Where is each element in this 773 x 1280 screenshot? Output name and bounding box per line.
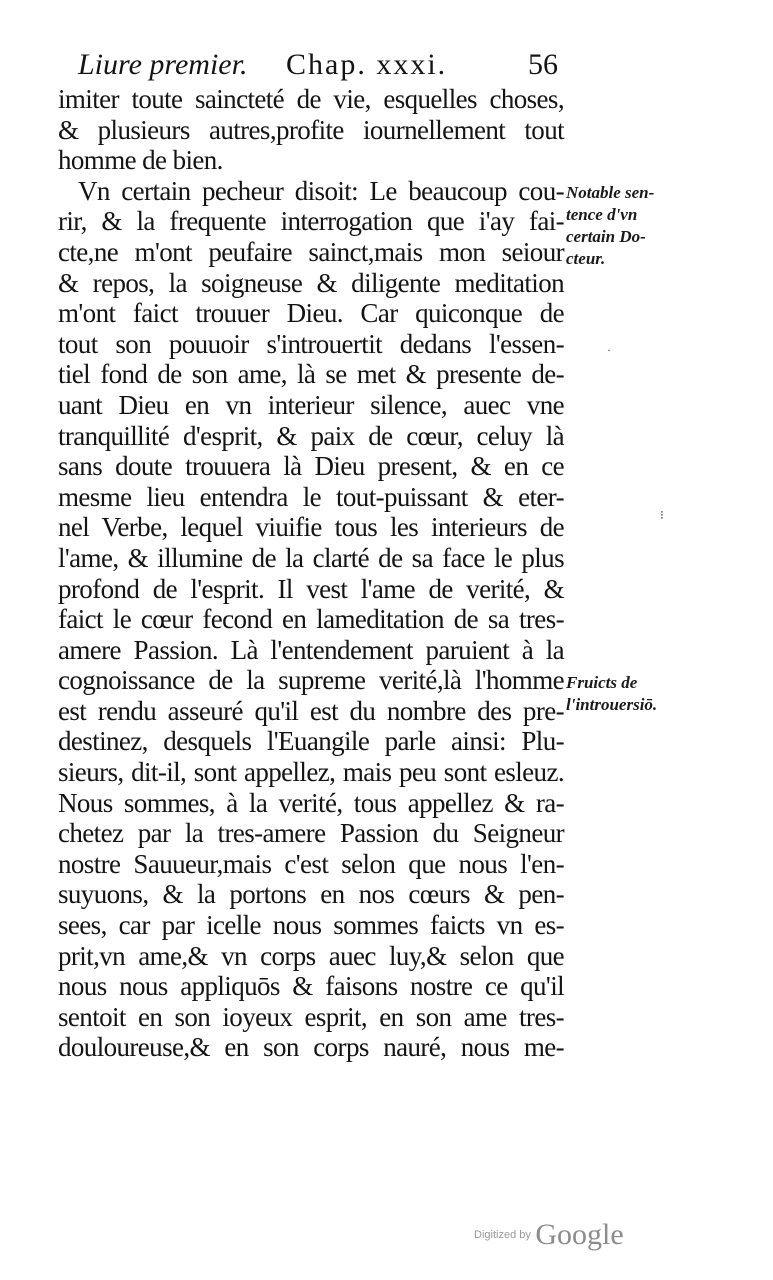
ink-speck: ˙: [606, 348, 612, 362]
margin-note-line: cteur.: [566, 249, 606, 268]
text-line: tout son pouuoir s'introuertit dedans l'essen-: [58, 328, 564, 359]
text-line: cte,ne m'ont peufaire sainct,mais mon seiour: [58, 236, 564, 267]
margin-note-line: Fruicts de: [566, 673, 638, 692]
body-text: [58, 84, 564, 1063]
text-line: sieurs, dit-il, sont appellez, mais peu sont esleuz.: [58, 757, 564, 788]
text-line: prit,vn ame,& vn corps auec luy,& selon que: [58, 940, 564, 971]
text-line: m'ont faict trouuer Dieu. Car quiconque de: [58, 298, 564, 329]
margin-note-line: l'introuersiō.: [566, 695, 658, 714]
running-header: [78, 44, 558, 86]
text-line: Vn certain pecheur disoit: Le beaucoup cou-: [78, 175, 564, 206]
text-line: est rendu asseuré qu'il est du nombre des pre-: [58, 695, 564, 726]
text-line: douloureuse,& en son corps nauré, nous me-: [58, 1032, 564, 1063]
text-line: profond de l'esprit. Il vest l'ame de verité, &: [58, 573, 564, 604]
margin-note-notable-sentence: [566, 182, 694, 270]
chapter-label: Chap. xxxi.: [286, 48, 448, 81]
text-line: suyuons, & la portons en nos cœurs & pen-: [58, 879, 564, 910]
text-line: Nous sommes, à la verité, tous appellez & ra-: [58, 787, 564, 818]
digitization-credit: [474, 1218, 624, 1252]
text-line: tiel fond de son ame, là se met & presente de-: [58, 359, 564, 390]
margin-note-line: tence d'vn: [566, 205, 638, 224]
text-line: & repos, la soigneuse & diligente meditation: [58, 267, 564, 298]
text-line: rir, & la frequente interrogation que i'ay fai-: [58, 206, 564, 237]
text-line: & plusieurs autres,profite iournellement tout: [58, 114, 564, 145]
book-title: Liure premier.: [78, 48, 248, 81]
text-line: faict le cœur fecond en lameditation de sa tres-: [58, 604, 564, 635]
google-logo: Google: [535, 1218, 624, 1251]
margin-note-fruits: [566, 672, 694, 716]
text-line: amere Passion. Là l'entendement paruient à la: [58, 634, 564, 665]
text-line: sees, car par icelle nous sommes faicts vn es-: [58, 910, 564, 941]
text-line: sentoit en son ioyeux esprit, en son ame tres-: [58, 1001, 564, 1032]
text-line: sans doute trouuera là Dieu present, & en ce: [58, 451, 564, 482]
text-line: chetez par la tres-amere Passion du Seigneur: [58, 818, 564, 849]
text-line: nostre Sauueur,mais c'est selon que nous l'en-: [58, 848, 564, 879]
ink-speck: ⁝: [660, 508, 664, 522]
text-line: uant Dieu en vn interieur silence, auec vne: [58, 389, 564, 420]
text-line: homme de bien.: [58, 145, 223, 176]
digitized-by-label: Digitized by: [474, 1229, 531, 1241]
margin-note-line: certain Do-: [566, 227, 646, 246]
text-line: destinez, desquels l'Euangile parle ainsi: Plu-: [58, 726, 564, 757]
margin-note-line: Notable sen-: [566, 183, 655, 202]
page-number: 56: [528, 48, 558, 81]
text-line: nel Verbe, lequel viuifie tous les interieurs de: [58, 512, 564, 543]
text-line: nous nous appliquōs & faisons nostre ce qu'il: [58, 971, 564, 1002]
text-line: tranquillité d'esprit, & paix de cœur, celuy là: [58, 420, 564, 451]
text-line: mesme lieu entendra le tout-puissant & eter-: [58, 481, 564, 512]
text-line: cognoissance de la supreme verité,là l'homme: [58, 665, 564, 696]
text-line: imiter toute sainctеté de vie, esquelles choses,: [58, 84, 564, 114]
text-line: l'ame, & illumine de la clarté de sa face le plus: [58, 542, 564, 573]
